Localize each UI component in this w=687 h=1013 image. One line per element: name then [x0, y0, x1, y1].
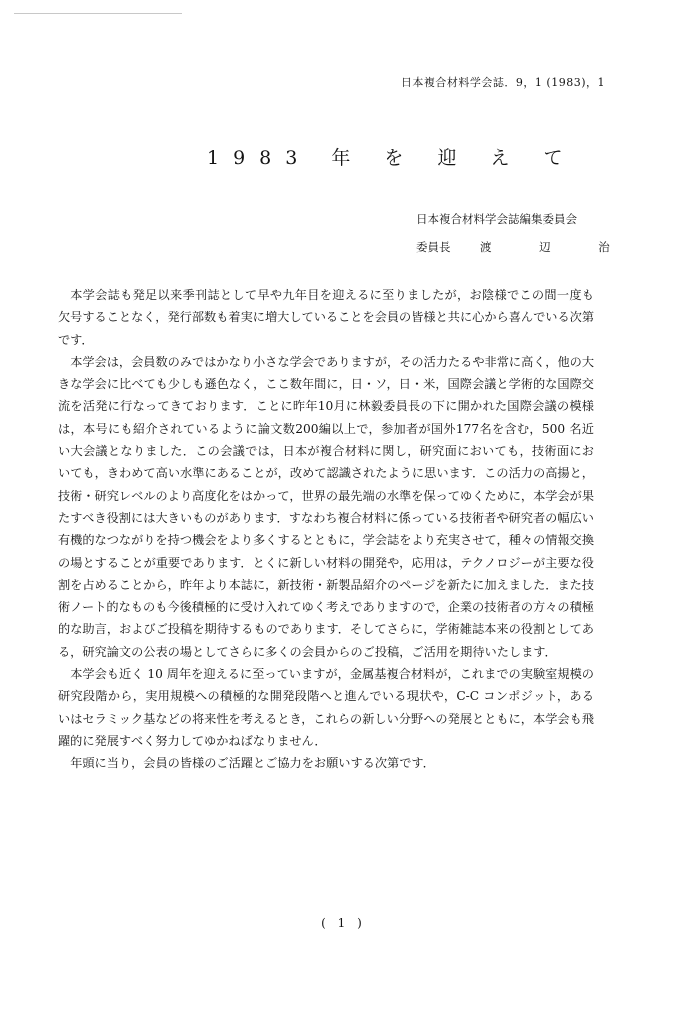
author-block	[416, 205, 632, 261]
paragraph: 本学会は，会員数のみではかなり小さな学会でありますが，その活力たるや非常に高く，他の大きな学会に比べても少しも遜色なく，ここ数年間に，日・ソ，日・米，国際会議と学術的な国際交流を活発に行なってきております．ことに昨年10月に林毅委員長の下に開かれた国際会議の模様は，本号にも紹介されているように論文数200編以上で，参加者が国外177名を含む，500 名近い大会議となりました．この会議では，日本が複合材料に関し，研究面においても，技術面においても，きわめて高い水準にあることが，改めて認識されたように思います．この活力の高揚と，技術・研究レベルのより高度化をはかって，世界の最先端の水準を保ってゆくために，本学会が果たすべき役割には大きいものがあります．すなわち複合材料に係っている技術者や研究者の幅広い有機的なつながりを持つ機会をより多くするとともに，学会誌をより充実させて，種々の情報交換の場とすることが重要であります．とくに新しい材料の開発や，応用は，テクノロジーが主要な役割を占めることから，昨年より本誌に，新技術・新製品紹介のページを新たに加えました．また技術ノート的なものも今後積極的に受け入れてゆく考えでありますので，企業の技術者の方々の積極的な助言，およびご投稿を期待するものであります．そしてさらに，学術雑誌本来の役割としてある，研究論文の公表の場としてさらに多くの会員からのご投稿，ご活用を期待いたします．	[58, 354, 595, 659]
top-rule	[14, 13, 182, 14]
journal-citation: 日本複合材料学会誌．9，1 (1983)，1	[400, 76, 605, 89]
author-role: 委員長	[416, 240, 451, 254]
author-line	[416, 233, 632, 261]
page-title: 1983 年 を 迎 え て	[207, 147, 577, 169]
paragraph: 年頭に当り，会員の皆様のご活躍とご協力をお願いする次第です．	[70, 756, 435, 771]
page-number: ( 1 )	[321, 916, 366, 930]
paragraph: 本学会誌も発足以来季刊誌として早や九年目を迎えるに至りましたが，お陰様でこの間一度も欠号することなく，発行部数も着実に増大していることを会員の皆様と共に心から喜んでいる次第です．	[58, 288, 595, 347]
author-organization: 日本複合材料学会誌編集委員会	[416, 212, 577, 226]
article-body	[58, 284, 594, 775]
paragraph: 本学会も近く 10 周年を迎えるに至っていますが，金属基複合材料が，これまでの実験室規模の研究段階から，実用規模への積極的な開発段階へと進んでいる現状や，C-C コンポジット，あるいはセラミック基などの将来性を考えるとき，これらの新しい分野への発展とともに，本学会も飛躍的に発展すべく努力してゆかねばなりません．	[58, 667, 594, 748]
author-name: 渡 辺 治	[480, 240, 632, 254]
